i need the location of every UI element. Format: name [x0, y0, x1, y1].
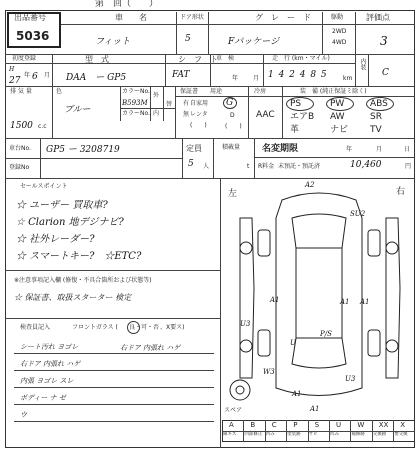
mileage-label: 走 行 (km・マイル) [272, 55, 330, 62]
div-r3-6 [248, 86, 249, 138]
damage-mark: A1 [292, 390, 302, 398]
inspection-y: 年 [232, 75, 239, 82]
sales-point-item: ☆ ユーザー 買取車? [16, 200, 108, 211]
legend-code: U [336, 421, 342, 429]
checker-rule [14, 353, 214, 354]
lot-label: 出品番号 [14, 13, 46, 22]
seats-unit: 人 [203, 163, 210, 170]
grade-label: グ レ ー ド [255, 13, 311, 22]
equipment-item: ナビ [330, 125, 349, 135]
div-r2-2 [165, 54, 166, 86]
legend-desc: 凹み [265, 432, 275, 437]
lot-value: 5036 [16, 29, 50, 43]
div-r2-1 [52, 54, 53, 86]
chassis-value: GP5 ー 3208719 [46, 145, 120, 155]
sales-point-item: ☆ スマートキー? ☆ETC? [16, 251, 142, 262]
recycle-label: R料金 [258, 163, 275, 170]
damage-mark: U3 [345, 375, 356, 383]
damage-mark: U3 [240, 320, 251, 328]
row4-mid [254, 157, 415, 158]
fuel-g: G [226, 98, 234, 108]
div-v3 [322, 12, 323, 54]
equipment-item: AW [330, 112, 345, 122]
disp-label: 排 気 量 [10, 88, 32, 95]
model-value: DAA ー GP5 [66, 73, 127, 83]
equipment-item: PS [290, 99, 302, 109]
checker-label: 検査員記入 [20, 324, 51, 331]
damage-mark: A2 [305, 181, 315, 189]
car-name-value: フィット [95, 37, 131, 47]
equipment-circle [286, 97, 314, 111]
legend-desc: 補修跡 [351, 432, 365, 437]
sheet-title: 第 回（ ） [95, 0, 172, 9]
equipment-item: TV [370, 125, 382, 135]
damage-mark: SU2 [350, 210, 366, 218]
diagram-right-label: 右 [396, 187, 406, 197]
cooling-label: 冷房 [254, 88, 267, 95]
score-label: 評価点 [366, 13, 390, 22]
recycle-value: 10,460 [350, 160, 382, 170]
row4-top [5, 138, 415, 139]
usage-3: ( ) [190, 122, 207, 129]
notes-top [5, 270, 220, 271]
legend-mid [222, 431, 415, 432]
checker-rule [14, 404, 214, 405]
legend-desc: 要交換 [394, 432, 408, 437]
checker-line: シート汚れ ヨゴレ [20, 343, 79, 351]
warranty-1: 有 [183, 100, 190, 107]
mileage-unit: km [343, 75, 353, 82]
door-label: ドア形状 [180, 14, 204, 21]
checker-line: 内張 ヨゴレ スレ [20, 377, 74, 385]
damage-mark: P/S [320, 330, 332, 338]
disp-value: 1500 [10, 121, 33, 131]
equipment-item: SR [370, 112, 382, 122]
inspection-label: 車 検 [216, 55, 235, 62]
glass-opts: 良・可・否 [129, 324, 160, 331]
div-r3-1 [52, 86, 53, 138]
damage-mark: A1 [310, 405, 320, 413]
door-value: 5 [185, 34, 191, 44]
row4-left-mid [5, 158, 182, 159]
legend-code: A [229, 421, 234, 429]
glass-label: フロントガラス ( [72, 324, 118, 331]
recycle-unit: 円 [405, 163, 412, 170]
notes-label: ※注意事項記入欄 (修復・不具合箇所および状態等) [14, 277, 152, 284]
warranty-2: 無 [183, 111, 190, 118]
score-bottom [355, 54, 415, 55]
usage-label: 用途 [210, 88, 223, 95]
color-code-label: カラーNo. [122, 88, 150, 95]
div-v2 [208, 12, 209, 54]
drive-label: 駆動 [331, 14, 344, 21]
sales-point-item: ☆ 社外レーダー? [16, 234, 95, 245]
checker-rule [14, 421, 214, 422]
grade-value: Fパッケージ [228, 37, 280, 47]
recycle-status: 未預託・預託済 [278, 163, 321, 170]
score-value: 3 [380, 34, 388, 48]
div-r3-4 [163, 86, 164, 121]
div-v4 [355, 12, 356, 86]
div-r3-7 [282, 86, 283, 138]
row1-divider [61, 24, 415, 25]
color-repaint: 替 [166, 101, 173, 108]
diagram-left-label: 左 [228, 189, 238, 199]
load-unit: t [247, 163, 250, 170]
shift-value: FAT [172, 70, 190, 80]
div-interior [368, 54, 369, 86]
car-name-label: 車 名 [115, 13, 147, 22]
car-diagram [222, 178, 416, 410]
model-label: 型 式 [85, 55, 109, 64]
legend-code: S [314, 421, 320, 429]
color-value: ブルー [64, 105, 91, 115]
legend-code: B [250, 421, 256, 429]
div-r4-3 [213, 138, 214, 178]
sales-point-item: ☆ Clarion 地デジナビ? [16, 217, 124, 228]
sales-label: セールスポイント [20, 183, 68, 190]
diagram-divider [220, 178, 221, 448]
equipment-circle [326, 97, 354, 111]
legend-code: XX [378, 421, 389, 429]
damage-mark: A1 [270, 296, 280, 304]
usage-2: レンタ [190, 111, 208, 118]
glass-ok-circle [127, 321, 140, 334]
equip-top [175, 96, 415, 97]
color-label: 色 [56, 88, 63, 95]
legend-code: W [357, 421, 365, 429]
glass-end: 、X要ス) [160, 324, 185, 331]
equipment-item: 革 [290, 125, 300, 135]
row3-top [5, 86, 415, 87]
first-reg-label: 初度登録 [12, 55, 37, 62]
disp-unit: c.c [38, 123, 47, 130]
interior-label: 内装 [359, 58, 366, 70]
equipment-label: 装 備 (純正保証ミ除く) [300, 88, 367, 95]
div-v1 [176, 12, 177, 54]
color-code: B593M [122, 99, 148, 107]
regno-label: 登録No [9, 164, 30, 171]
legend-desc: 塗装跡 [287, 432, 301, 437]
seats-label: 定員 [186, 144, 202, 153]
seats-value: 5 [188, 159, 194, 169]
legend-code: X [400, 421, 405, 429]
cooling-value: AAC [256, 110, 275, 120]
spare-label: スペア [224, 407, 243, 414]
checker-line: ウ [20, 411, 27, 419]
color-ext: 外 [153, 92, 160, 99]
first-reg-year: 27 [9, 76, 21, 86]
fuel-paren: ( ) [225, 123, 242, 130]
damage-mark: A1 [340, 298, 350, 306]
title-expiry-label: 名変期限 [262, 144, 299, 154]
title-expiry-y: 年 [346, 146, 353, 153]
legend-desc: 凹み [330, 432, 339, 437]
notes-value: ☆ 保証書、取扱スターター 検定 [14, 293, 132, 302]
div-r3-3 [150, 86, 151, 121]
div-r2-4 [263, 54, 264, 86]
checker-line: 右ドア 内張れ ハゲ [20, 360, 81, 368]
color-int: 内 [153, 110, 160, 117]
trim-label: カラーNo. [122, 110, 150, 117]
div-r3-5 [175, 86, 176, 138]
load-label: 積載量 [222, 144, 241, 151]
damage-mark: W3 [263, 368, 275, 376]
div-r2-3 [210, 54, 211, 86]
equipment-circle [366, 97, 394, 111]
legend-code: P [293, 421, 298, 429]
drive-2wd: 2WD [332, 28, 347, 35]
color-mid [120, 108, 175, 109]
damage-mark: A1 [360, 298, 370, 306]
equipment-item: ABS [370, 99, 388, 109]
drive-4wd: 4WD [332, 39, 347, 46]
title-expiry-m: 月 [376, 146, 383, 153]
legend-desc: 凹部修正 [244, 432, 263, 437]
first-reg-y-unit: 年 [24, 72, 31, 79]
shift-label: シ フ ト [178, 55, 218, 64]
first-reg-month: 6 [32, 72, 38, 82]
interior-value: C [382, 68, 389, 78]
checker-line: ボディー ナ ゼ [20, 394, 66, 402]
div-r4-4 [254, 138, 255, 178]
legend-desc: 交換跡 [372, 432, 387, 437]
damage-mark: U [290, 339, 296, 347]
usage-1: 自家用 [190, 100, 209, 107]
legend-desc: 線キズ [223, 432, 237, 437]
checker-rule [14, 370, 214, 371]
warranty-label: 保証書 [180, 88, 199, 95]
first-reg-m-unit: 月 [44, 72, 51, 79]
legend-code: C [271, 421, 277, 429]
mileage-value: 1 4 2 4 8 5 [268, 70, 328, 80]
checker-extra: 右ドア 内張れ ハゲ [120, 344, 181, 352]
fuel-d: D [230, 112, 235, 119]
checker-rule [14, 387, 214, 388]
div-r3-2 [120, 86, 121, 121]
checker-top [5, 318, 220, 319]
legend-desc: サビ [308, 432, 318, 437]
first-reg-prefix: H [9, 66, 15, 73]
title-expiry-d: 日 [404, 146, 411, 153]
equipment-item: エアB [290, 112, 315, 122]
chassis-label: 車台No. [9, 145, 31, 152]
div-r4-2 [182, 138, 183, 178]
equipment-item: PW [330, 99, 345, 109]
inspection-m: 月 [253, 75, 260, 82]
